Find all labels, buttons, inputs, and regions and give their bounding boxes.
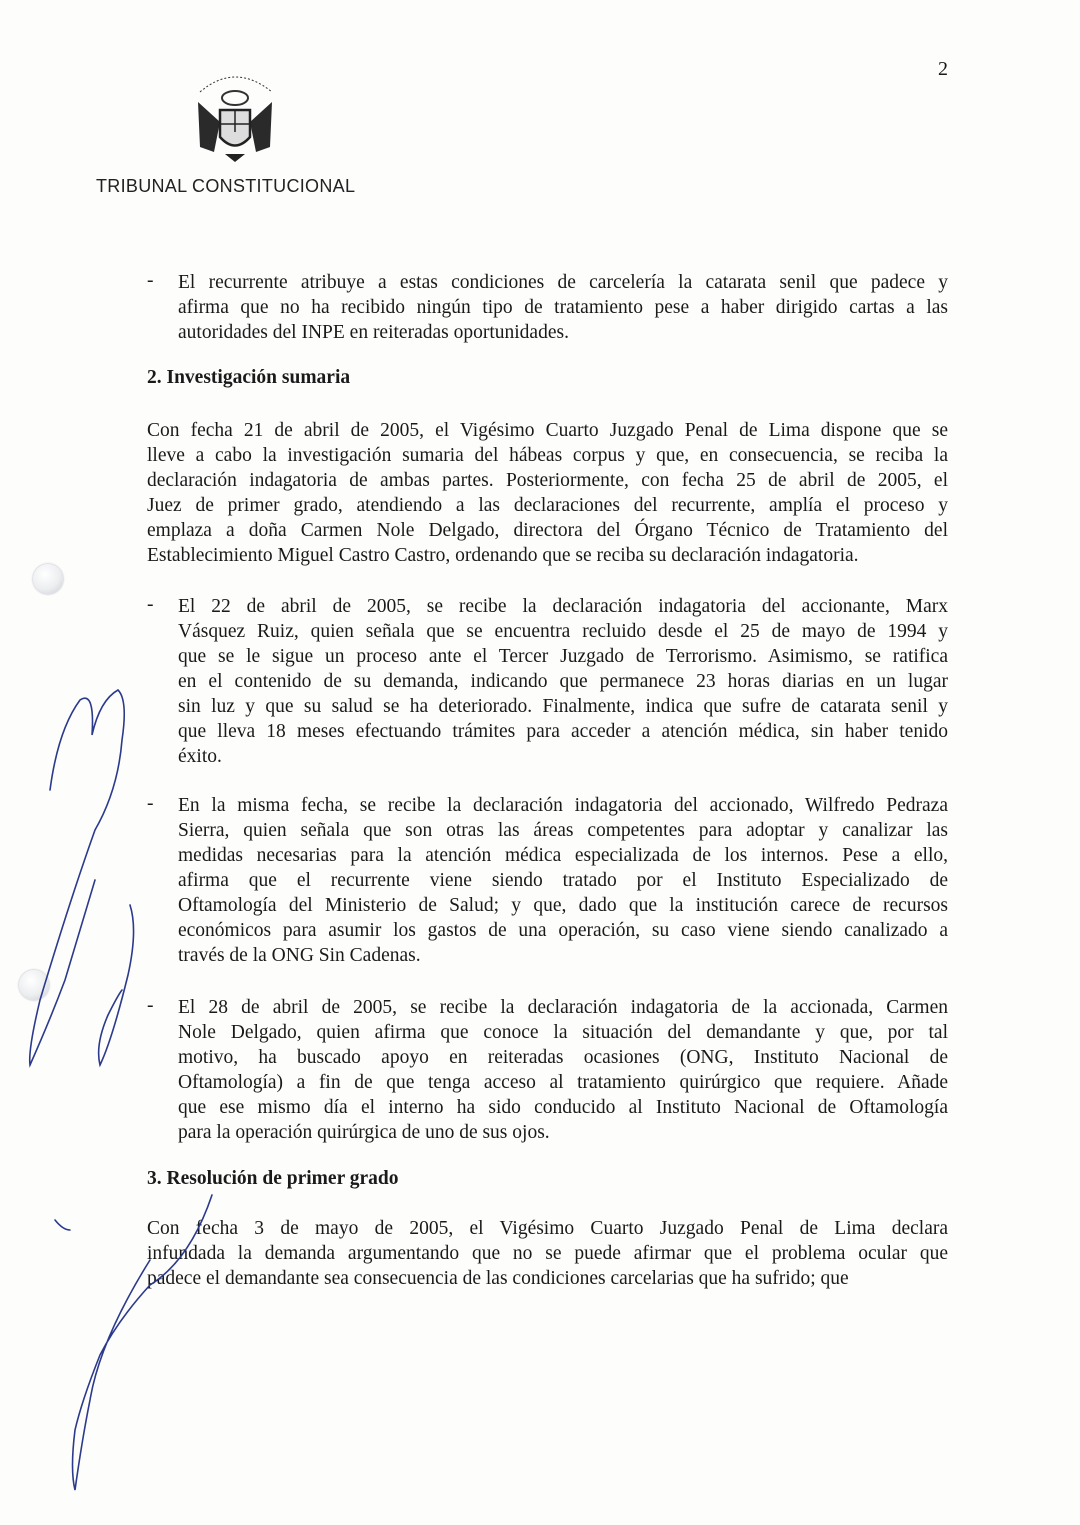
punch-hole (33, 564, 63, 594)
text-line: Establecimiento Miguel Castro Castro, ordenando que se reciba su declaración indagatoria. (147, 545, 859, 566)
text-line: través de la ONG Sin Cadenas. (178, 945, 421, 966)
text-line: En la misma fecha, se recibe la declaración indagatoria del accionado, Wilfredo Pedraza (178, 795, 948, 816)
body-paragraph (147, 418, 948, 568)
text-line: para la operación quirúrgica de uno de sus ojos. (178, 1122, 550, 1143)
peru-coat-of-arms-seal (180, 62, 290, 167)
text-line: padece el demandante sea consecuencia de las condiciones carcelarias que ha sufrido; que (147, 1268, 849, 1289)
text-line: El recurrente atribuye a estas condiciones de carcelería la catarata senil que padece y (178, 272, 948, 293)
text-line: Vásquez Ruiz, quien señala que se encuentra recluido desde el 25 de mayo de 1994 y (178, 621, 948, 642)
text-line: afirma que no ha recibido ningún tipo de tratamiento pese a haber dirigido cartas a las (178, 297, 948, 318)
bullet-paragraph (178, 793, 948, 968)
institution-name: TRIBUNAL CONSTITUCIONAL (96, 176, 356, 196)
text-line: medidas necesarias para la atención médica especializada de los internos. Pese a ello, (178, 845, 948, 866)
bullet-paragraph (178, 995, 948, 1145)
text-line: Juez de primer grado, atendiendo a las declaraciones del recurrente, amplía el proceso y (147, 495, 948, 516)
text-line: Oftamología del Ministerio de Salud; y que, dado que la institución carece de recursos (178, 895, 948, 916)
text-line: lleve a cabo la investigación sumaria del hábeas corpus y que, en consecuencia, se reciba la (147, 445, 948, 466)
bullet-dash: - (147, 995, 154, 1016)
text-line: sin luz y que su salud se ha deteriorado. Finalmente, indica que sufre de catarata senil y (178, 696, 948, 717)
text-line: Oftamología) a fin de que tenga acceso al tratamiento quirúrgico que requiere. Añade (178, 1072, 948, 1093)
text-line: que ese mismo día el interno ha sido conducido al Instituto Nacional de Oftamología (178, 1097, 948, 1118)
text-line: infundada la demanda argumentando que no se puede afirmar que el problema ocular que (147, 1243, 948, 1264)
text-line: económicos para asumir los gastos de una operación, su caso viene siendo canalizado a (178, 920, 948, 941)
page-number: 2 (938, 58, 948, 80)
bullet-dash: - (147, 793, 154, 814)
bullet-paragraph (178, 270, 948, 345)
bullet-paragraph (178, 594, 948, 769)
text-line: Sierra, quien señala que son otras las áreas competentes para adoptar y canalizar las (178, 820, 948, 841)
text-line: Con fecha 21 de abril de 2005, el Vigésimo Cuarto Juzgado Penal de Lima dispone que se (147, 420, 948, 441)
text-line: que lleva 18 meses efectuando trámites para acceder a atención médica, sin haber tenido (178, 721, 948, 742)
text-line: declaración indagatoria de ambas partes. Posteriormente, con fecha 25 de abril de 2005, el (147, 470, 948, 491)
text-line: éxito. (178, 746, 222, 767)
bullet-dash: - (147, 594, 154, 615)
text-line: que se le sigue un proceso ante el Tercer Juzgado de Terrorismo. Asimismo, se ratifica (178, 646, 948, 667)
text-line: Nole Delgado, quien afirma que conoce la situación del demandante y que, por tal (178, 1022, 948, 1043)
section-heading-resolucion: 3. Resolución de primer grado (147, 1168, 399, 1189)
text-line: El 22 de abril de 2005, se recibe la declaración indagatoria del accionante, Marx (178, 596, 948, 617)
bullet-dash: - (147, 270, 154, 291)
text-line: El 28 de abril de 2005, se recibe la declaración indagatoria de la accionada, Carmen (178, 997, 948, 1018)
text-line: Con fecha 3 de mayo de 2005, el Vigésimo Cuarto Juzgado Penal de Lima declara (147, 1218, 948, 1239)
section-heading-investigacion: 2. Investigación sumaria (147, 367, 351, 388)
text-line: autoridades del INPE en reiteradas oportunidades. (178, 322, 569, 343)
text-line: en el contenido de su demanda, indicando que permanece 23 horas diarias en un lugar (178, 671, 948, 692)
punch-hole (19, 970, 49, 1000)
body-paragraph (147, 1216, 948, 1291)
text-line: emplaza a doña Carmen Nole Delgado, directora del Órgano Técnico de Tratamiento del (147, 520, 948, 541)
text-line: afirma que el recurrente viene siendo tratado por el Instituto Especializado de (178, 870, 948, 891)
text-line: motivo, ha buscado apoyo en reiteradas ocasiones (ONG, Instituto Nacional de (178, 1047, 948, 1068)
